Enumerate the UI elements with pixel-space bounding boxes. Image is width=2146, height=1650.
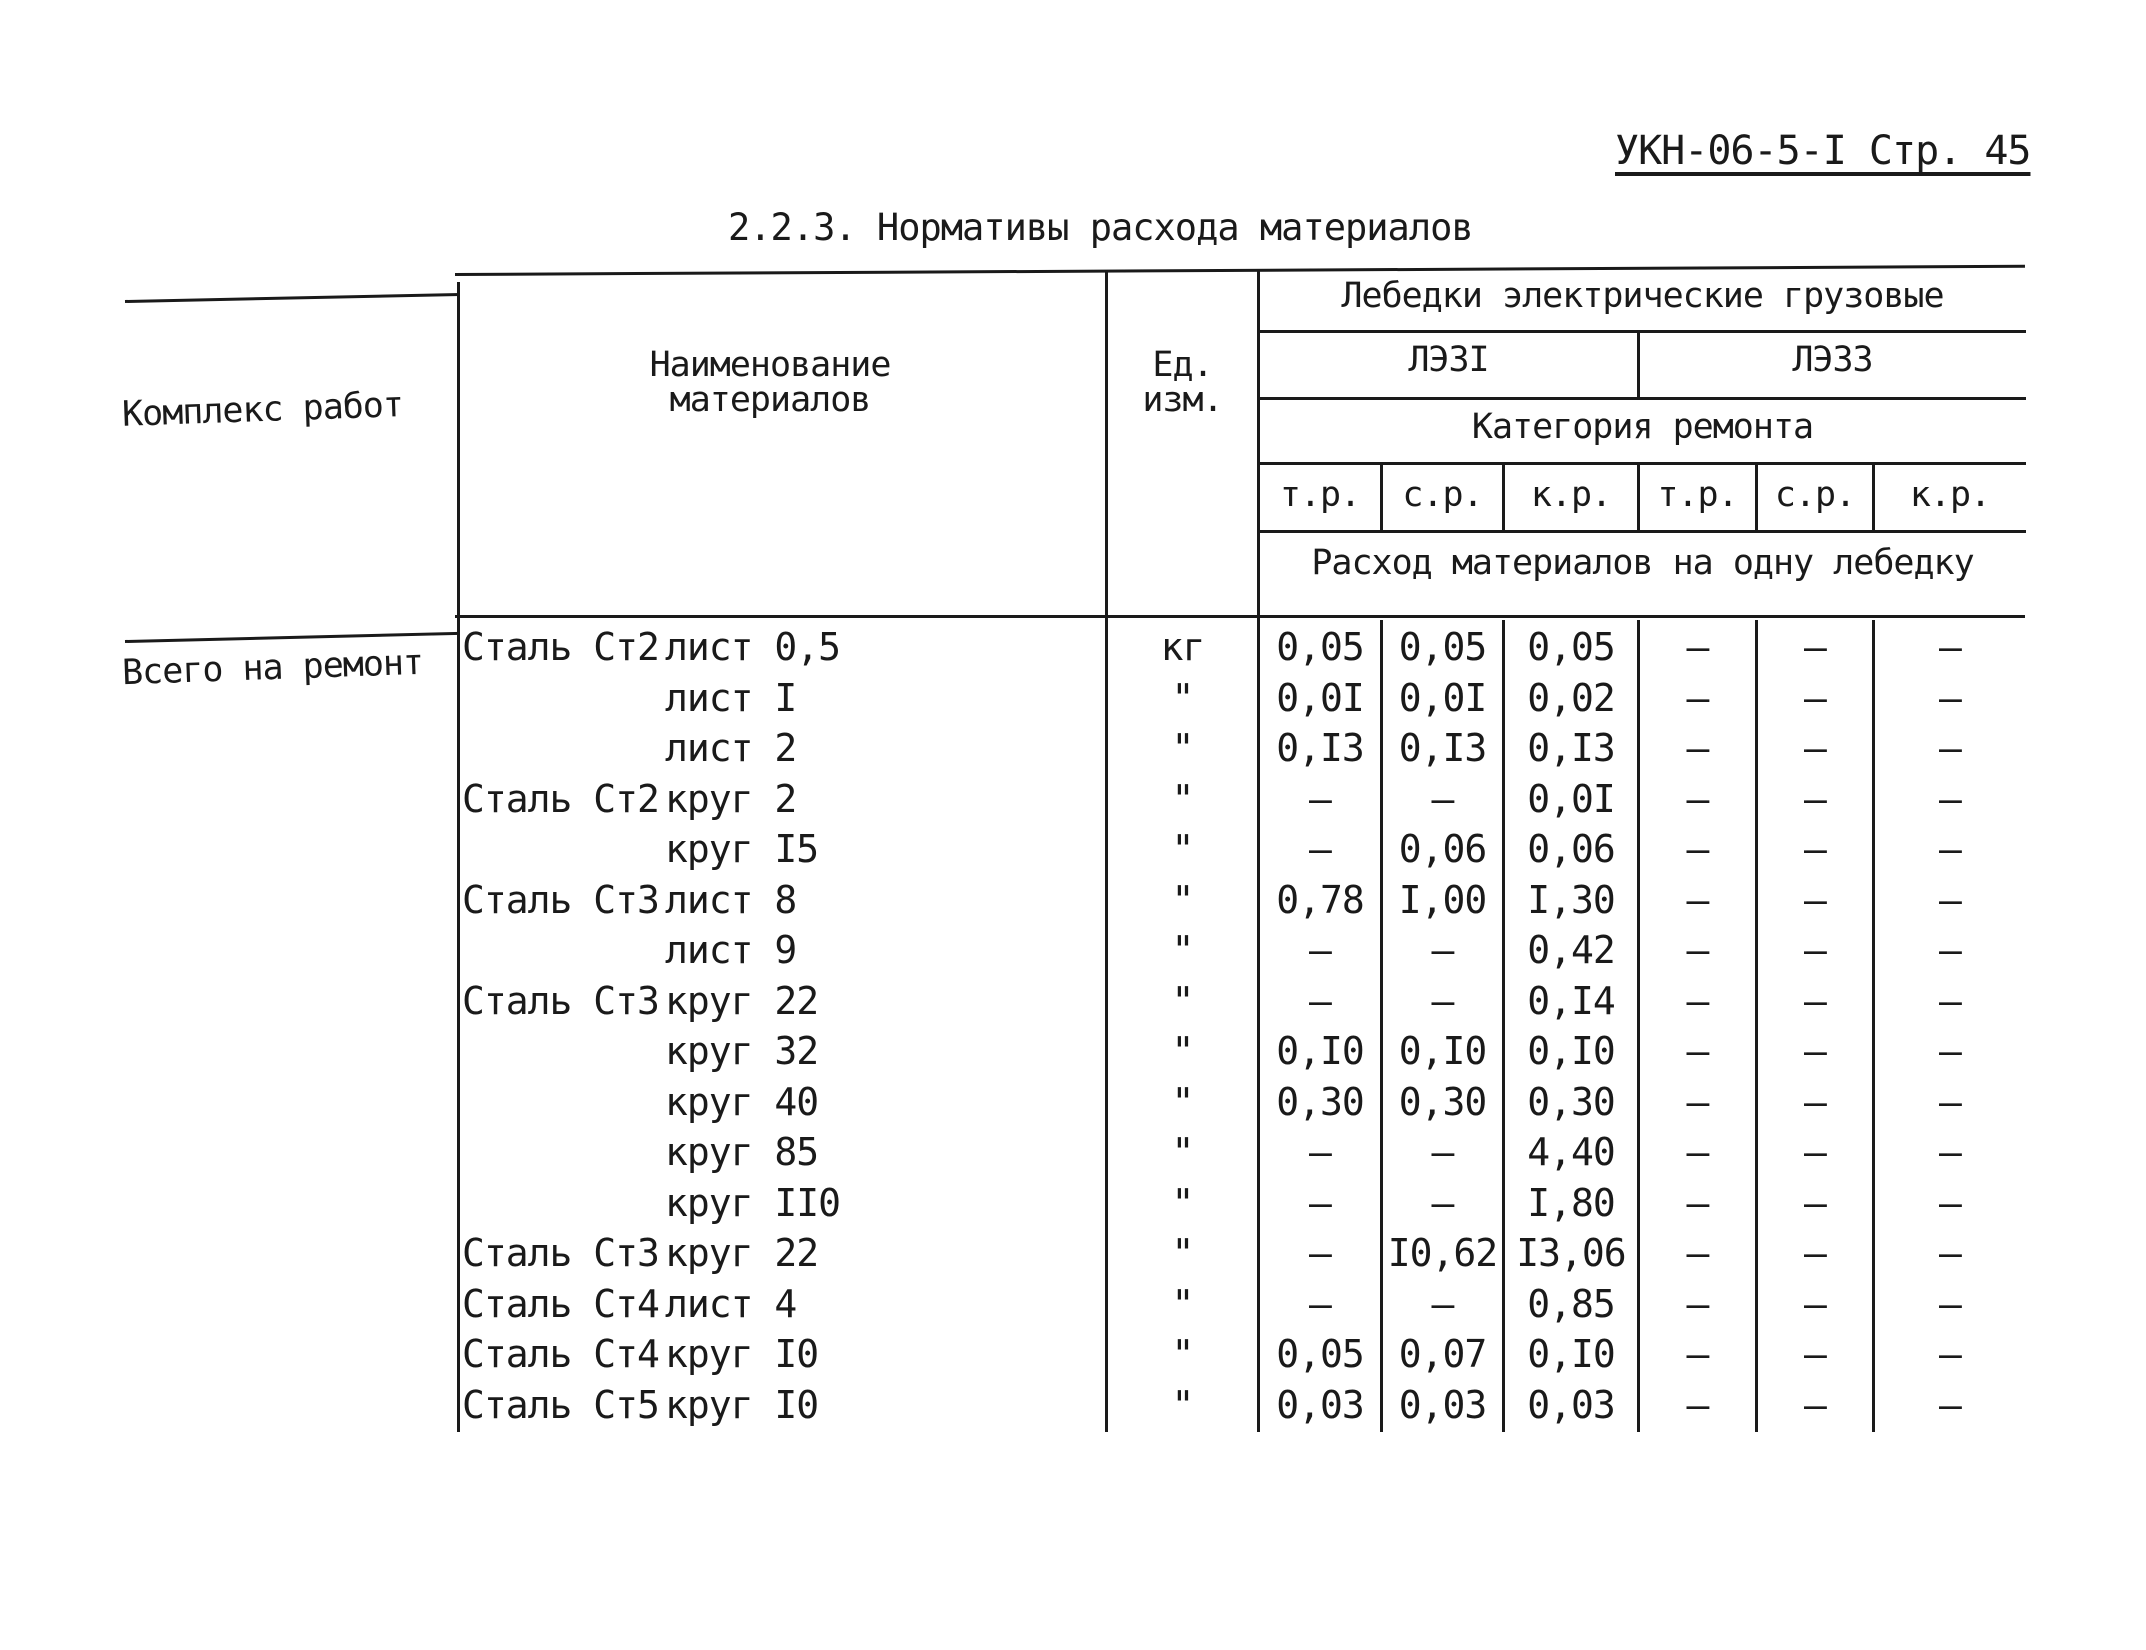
value-cell: – (1686, 1029, 1709, 1073)
material-item: круг 32 (665, 1029, 819, 1073)
material-item: лист 0,5 (665, 625, 841, 669)
material-item: лист 9 (665, 928, 797, 972)
value-cell: I,00 (1398, 877, 1487, 922)
value-cell: 0,42 (1527, 928, 1615, 972)
value-cell: 0,06 (1527, 827, 1615, 871)
material-prefix: Сталь Ст2 (462, 625, 659, 669)
value-cell: – (1939, 1130, 1961, 1174)
value-cell: – (1309, 827, 1331, 871)
value-cell: – (1309, 928, 1331, 972)
unit-value: " (1171, 1130, 1194, 1174)
value-cell: 0,05 (1527, 625, 1615, 669)
material-item: круг 85 (665, 1130, 819, 1174)
header-unit-line2: изм. (1142, 380, 1223, 420)
header-name-line1: Наименование (649, 345, 891, 385)
value-cell: – (1939, 726, 1961, 770)
value-cell: – (1686, 1281, 1709, 1326)
table-row (0, 1181, 2146, 1231)
value-cell: – (1431, 1180, 1454, 1225)
table-row (0, 625, 2146, 675)
header-name-line2: материалов (669, 380, 871, 420)
value-cell: – (1804, 675, 1826, 720)
complex-value: Всего на ремонт (121, 642, 424, 694)
value-cell: – (1939, 827, 1961, 871)
header-unit-line1: Ед. (1152, 345, 1213, 385)
header-sub-3: к.р. (1530, 475, 1612, 515)
material-item: лист 8 (665, 877, 797, 922)
value-cell: – (1804, 1332, 1826, 1376)
value-cell: I3,06 (1516, 1231, 1626, 1275)
material-item: круг I5 (665, 827, 819, 871)
table-row (0, 827, 2146, 877)
value-cell: – (1939, 1332, 1961, 1376)
value-cell: – (1686, 1130, 1709, 1174)
value-cell: 0,30 (1527, 1079, 1615, 1124)
value-cell: I,30 (1527, 877, 1615, 922)
header-complex: Комплекс работ (121, 385, 404, 435)
table-row (0, 726, 2146, 776)
value-cell: – (1939, 1231, 1961, 1275)
material-item: круг 22 (665, 978, 819, 1023)
value-cell: – (1686, 978, 1709, 1023)
material-item: круг I0 (665, 1332, 819, 1376)
unit-value: " (1171, 1180, 1194, 1225)
rule-header-bottom (455, 615, 2025, 618)
material-item: лист 2 (665, 726, 797, 770)
value-cell: – (1804, 978, 1826, 1023)
header-sub-2: с.р. (1402, 475, 1483, 515)
header-sub-5: с.р. (1774, 475, 1856, 515)
table-row (0, 928, 2146, 978)
value-cell: – (1686, 1382, 1709, 1427)
value-cell: I,80 (1527, 1180, 1615, 1225)
table-row (0, 1383, 2146, 1433)
unit-value: " (1171, 928, 1194, 972)
value-cell: – (1939, 1281, 1961, 1326)
value-cell: 0,I3 (1527, 726, 1615, 770)
value-cell: – (1804, 928, 1826, 972)
unit-value: " (1171, 726, 1194, 770)
material-prefix: Сталь Ст3 (462, 978, 659, 1023)
material-item: круг 40 (665, 1079, 819, 1124)
unit-value: кг (1160, 625, 1205, 669)
table-row (0, 676, 2146, 726)
material-item: круг 2 (665, 776, 797, 821)
value-cell: 0,0I (1527, 776, 1615, 821)
value-cell: – (1686, 776, 1709, 821)
value-cell: 0,0I (1276, 675, 1364, 720)
material-item: круг 22 (665, 1231, 819, 1275)
material-item: лист 4 (665, 1281, 797, 1326)
value-cell: – (1939, 625, 1961, 669)
value-cell: – (1431, 1130, 1454, 1174)
value-cell: – (1686, 625, 1709, 669)
rule-category (1258, 462, 2026, 465)
value-cell: 0,I3 (1398, 726, 1487, 770)
material-prefix: Сталь Ст4 (462, 1281, 659, 1326)
unit-value: " (1171, 675, 1194, 720)
value-cell: 0,I0 (1527, 1029, 1615, 1073)
value-cell: 0,07 (1398, 1332, 1487, 1376)
header-sub-1: т.р. (1279, 475, 1361, 515)
value-cell: – (1804, 1029, 1826, 1073)
value-cell: I0,62 (1387, 1231, 1498, 1275)
unit-value: " (1171, 1332, 1194, 1376)
unit-value: " (1171, 1029, 1194, 1073)
value-cell: 0,03 (1398, 1382, 1487, 1427)
header-group: Лебедки электрические грузовые (1341, 276, 1944, 316)
value-cell: – (1431, 928, 1454, 972)
value-cell: 0,I4 (1527, 978, 1615, 1023)
value-cell: – (1431, 978, 1454, 1023)
value-cell: 0,03 (1276, 1382, 1364, 1427)
page-title: 2.2.3. Нормативы расхода материалов (728, 206, 1473, 249)
value-cell: 0,I3 (1276, 726, 1364, 770)
value-cell: – (1804, 625, 1826, 669)
unit-value: " (1171, 1231, 1194, 1275)
rule-sub (1258, 530, 2026, 533)
unit-value: " (1171, 877, 1194, 922)
value-cell: – (1431, 1281, 1454, 1326)
material-item: лист I (665, 675, 797, 720)
value-cell: 0,85 (1527, 1281, 1615, 1326)
value-cell: – (1939, 1079, 1961, 1124)
table-row (0, 878, 2146, 928)
value-cell: – (1309, 1281, 1331, 1326)
value-cell: – (1939, 978, 1961, 1023)
value-cell: – (1686, 1180, 1709, 1225)
table-row (0, 1029, 2146, 1079)
rule-top-left (125, 293, 460, 303)
value-cell: 0,03 (1527, 1382, 1615, 1427)
header-model-2: ЛЭЗЗ (1792, 340, 1873, 380)
header-sub-4: т.р. (1657, 475, 1738, 515)
value-cell: – (1804, 776, 1826, 821)
value-cell: – (1804, 877, 1826, 922)
value-cell: – (1804, 1180, 1826, 1225)
value-cell: – (1804, 1382, 1826, 1427)
value-cell: – (1939, 1382, 1961, 1427)
value-cell: – (1686, 1079, 1709, 1124)
value-cell: – (1939, 776, 1961, 821)
value-cell: – (1309, 1180, 1331, 1225)
material-item: круг II0 (665, 1180, 841, 1225)
header-sub-6: к.р. (1909, 475, 1991, 515)
table-row (0, 1130, 2146, 1180)
value-cell: – (1939, 928, 1961, 972)
header-consumption: Расход материалов на одну лебедку (1311, 543, 1974, 583)
value-cell: 0,30 (1276, 1079, 1364, 1124)
value-cell: – (1309, 1231, 1331, 1275)
value-cell: 0,I0 (1398, 1029, 1487, 1073)
value-cell: – (1804, 726, 1826, 770)
unit-value: " (1171, 1079, 1194, 1124)
material-prefix: Сталь Ст3 (462, 1231, 659, 1275)
value-cell: 0,0I (1398, 675, 1487, 720)
material-prefix: Сталь Ст5 (462, 1382, 659, 1427)
value-cell: – (1686, 928, 1709, 972)
unit-value: " (1171, 1281, 1194, 1326)
value-cell: – (1309, 776, 1331, 821)
unit-value: " (1171, 827, 1194, 871)
value-cell: – (1804, 1281, 1826, 1326)
value-cell: 0,05 (1276, 625, 1364, 669)
table-row (0, 1332, 2146, 1382)
value-cell: – (1939, 675, 1961, 720)
value-cell: – (1686, 1231, 1709, 1275)
table-row (0, 979, 2146, 1029)
unit-value: " (1171, 1382, 1194, 1427)
rule-top (455, 265, 2025, 276)
value-cell: – (1686, 675, 1709, 720)
rule-model (1258, 397, 2026, 400)
material-prefix: Сталь Ст4 (462, 1332, 659, 1376)
material-item: круг I0 (665, 1382, 819, 1427)
value-cell: – (1939, 1029, 1961, 1073)
table-row (0, 1080, 2146, 1130)
value-cell: – (1431, 776, 1454, 821)
value-cell: – (1686, 827, 1709, 871)
unit-value: " (1171, 978, 1194, 1023)
value-cell: – (1686, 877, 1709, 922)
value-cell: 0,30 (1398, 1079, 1487, 1124)
value-cell: – (1939, 1180, 1961, 1225)
value-cell: – (1686, 1332, 1709, 1376)
value-cell: 0,02 (1527, 675, 1615, 720)
value-cell: – (1804, 1130, 1826, 1174)
material-prefix: Сталь Ст2 (462, 776, 659, 821)
value-cell: 0,I0 (1527, 1332, 1615, 1376)
table-row (0, 777, 2146, 827)
value-cell: – (1309, 978, 1331, 1023)
value-cell: 0,05 (1276, 1332, 1364, 1376)
rule-group (1258, 330, 2026, 333)
table-row (0, 1282, 2146, 1332)
value-cell: – (1804, 1231, 1826, 1275)
table-row (0, 1231, 2146, 1281)
value-cell: – (1804, 1079, 1826, 1124)
value-cell: – (1686, 726, 1709, 770)
material-prefix: Сталь Ст3 (462, 877, 659, 922)
value-cell: – (1309, 1130, 1331, 1174)
unit-value: " (1171, 776, 1194, 821)
value-cell: 0,I0 (1276, 1029, 1364, 1073)
document-id: УКН-06-5-I Стр. 45 (1615, 128, 2031, 174)
header-model-1: ЛЭЗI (1408, 340, 1489, 380)
value-cell: – (1939, 877, 1961, 922)
value-cell: 0,05 (1398, 625, 1487, 669)
value-cell: 0,06 (1398, 827, 1487, 871)
value-cell: – (1804, 827, 1826, 871)
value-cell: 4,40 (1527, 1130, 1615, 1174)
value-cell: 0,78 (1276, 877, 1364, 922)
header-category: Категория ремонта (1471, 407, 1814, 447)
